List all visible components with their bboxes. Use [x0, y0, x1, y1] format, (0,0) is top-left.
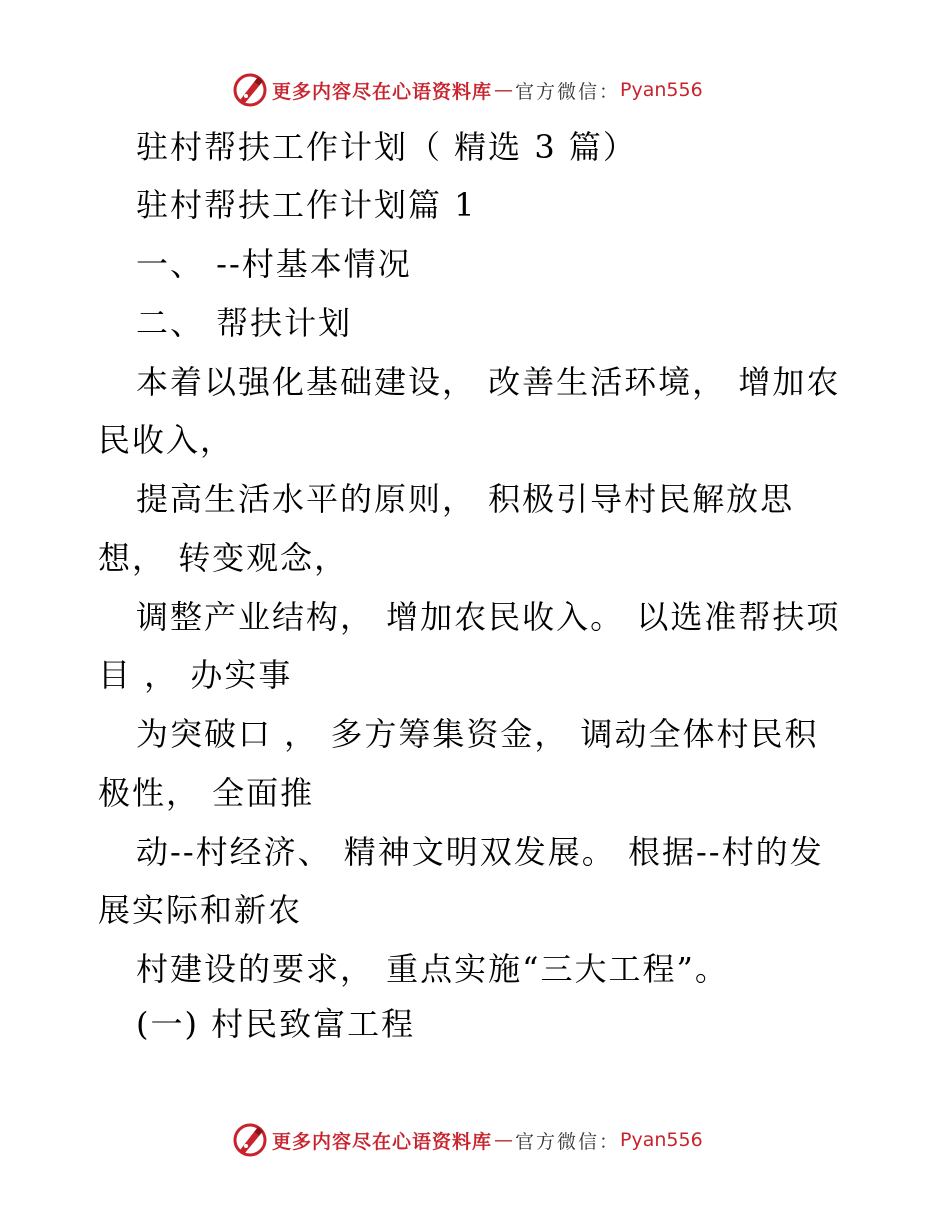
watermark-footer [232, 1122, 703, 1158]
paragraph-line: 为突破口 ， 多方筹集资金， 调动全体村民积 [136, 715, 819, 753]
watermark-wechat-id: Pyan556 [620, 79, 703, 101]
watermark-dash: — [494, 1129, 514, 1151]
document-title: 驻村帮扶工作计划（ 精选 3 篇） [136, 128, 637, 166]
watermark-main-text: 更多内容尽在心语资料库 [272, 1130, 493, 1153]
heading-2: 二、 帮扶计划 [136, 304, 353, 342]
paragraph-line: 提高生活水平的原则， 积极引导村民解放思 [136, 480, 795, 518]
paragraph-line: 本着以强化基础建设， 改善生活环境， 增加农 [136, 363, 841, 401]
subheading: (一) 村民致富工程 [136, 1005, 416, 1043]
watermark-wechat-label: 官方微信： [515, 1130, 621, 1153]
paragraph-line: 想， 转变观念， [98, 539, 349, 577]
paragraph-line: 目 ， 办实事 [98, 656, 293, 694]
pen-logo-icon [232, 72, 268, 108]
section-title: 驻村帮扶工作计划篇 1 [136, 186, 477, 224]
heading-1: 一、 --村基本情况 [136, 245, 412, 283]
watermark-dash: — [494, 79, 514, 101]
pen-logo-icon [232, 1122, 268, 1158]
paragraph-line: 动--村经济、 精神文明双发展。 根据--村的发 [136, 833, 824, 871]
paragraph-line: 调整产业结构， 增加农民收入。 以选准帮扶项 [136, 598, 841, 636]
watermark-main-text: 更多内容尽在心语资料库 [272, 80, 493, 103]
paragraph-line: 展实际和新农 [98, 891, 303, 929]
paragraph-line: 村建设的要求， 重点实施“三大工程”。 [136, 950, 729, 988]
watermark-header [232, 72, 703, 108]
paragraph-line: 民收入， [98, 421, 235, 459]
watermark-wechat-id: Pyan556 [620, 1129, 703, 1151]
paragraph-line: 极性， 全面推 [98, 774, 315, 812]
watermark-wechat-label: 官方微信： [515, 80, 621, 103]
